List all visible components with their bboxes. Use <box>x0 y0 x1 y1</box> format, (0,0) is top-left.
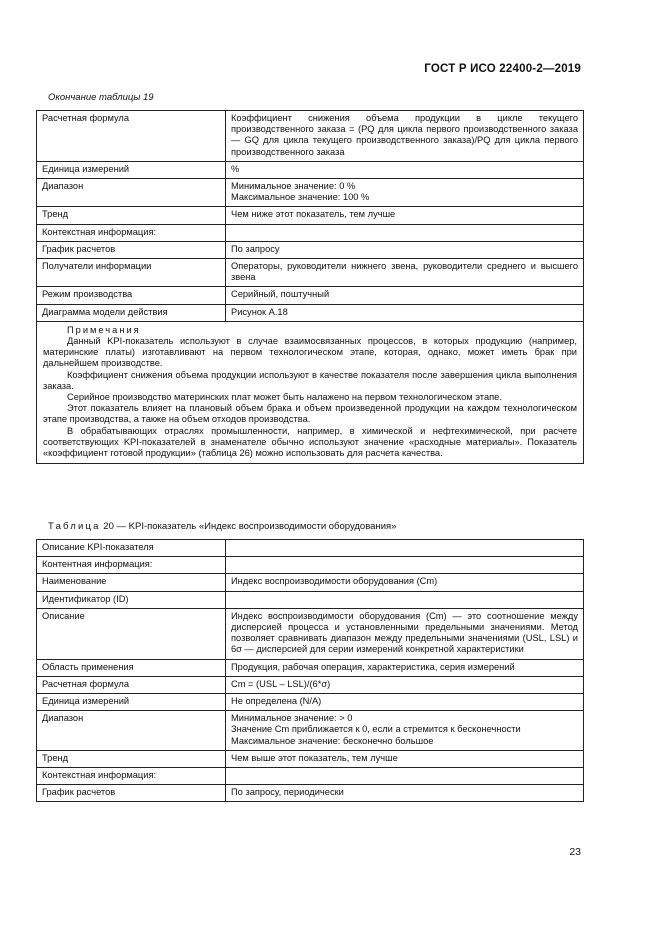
row-key: Единица измерений <box>37 161 226 178</box>
row-key: Тренд <box>37 207 226 224</box>
row-key: Режим производства <box>37 287 226 304</box>
table-row <box>37 574 584 591</box>
row-key: Единица измерений <box>37 694 226 711</box>
row-value: Индекс воспроизводимости оборудования (Cm) <box>226 574 584 591</box>
table-row <box>37 540 584 557</box>
range-note: Значение Cm приближается к 0, если a стремится к бесконечности <box>231 724 521 735</box>
table-row <box>37 711 584 751</box>
range-min: Минимальное значение: > 0 <box>231 713 353 724</box>
note-paragraph: Коэффициент снижения объема продукции используют в качестве показателя после завершения цикла выполнения заказа. <box>43 369 577 391</box>
row-value <box>226 768 584 785</box>
table-row <box>37 591 584 608</box>
row-value: % <box>226 161 584 178</box>
row-key: График расчетов <box>37 241 226 258</box>
row-key: Наименование <box>37 574 226 591</box>
row-key: Расчетная формула <box>37 676 226 693</box>
row-value: Операторы, руководители нижнего звена, руководители среднего и высшего звена <box>226 259 584 287</box>
row-key: Получатели информации <box>37 259 226 287</box>
notes-title: Примечания <box>67 324 141 335</box>
table-19 <box>36 110 584 464</box>
row-value: Чем ниже этот показатель, тем лучше <box>226 207 584 224</box>
row-key: Диапазон <box>37 711 226 751</box>
row-key: График расчетов <box>37 785 226 802</box>
table-row <box>37 241 584 258</box>
table-row <box>37 750 584 767</box>
document-standard-number: ГОСТ Р ИСО 22400-2—2019 <box>424 63 581 75</box>
table-row <box>37 259 584 287</box>
table-row <box>37 179 584 207</box>
row-value <box>226 224 584 241</box>
range-max: Максимальное значение: 100 % <box>231 192 370 203</box>
row-value: По запросу, периодически <box>226 785 584 802</box>
row-key: Описание <box>37 608 226 659</box>
note-paragraph: Данный KPI-показатель используют в случае взаимосвязанных процессов, в которых продукцию (например, материнские платы) изготавливают на первом технологическом этапе, которая, однако, может иметь брак при дальнейшем производстве. <box>43 336 577 369</box>
row-value: Cm = (USL – LSL)/(6*σ) <box>226 676 584 693</box>
table-row <box>37 161 584 178</box>
table-row <box>37 608 584 659</box>
row-value: Рисунок А.18 <box>226 304 584 321</box>
row-value: Коэффициент снижения объема продукции в цикле текущего производственного заказа = (PQ для цикла первого производственного заказа — GQ для цикла текущего производственного заказа)/PQ для цикла первого производственного заказа <box>226 111 584 162</box>
page-number: 23 <box>569 846 581 858</box>
table-row <box>37 207 584 224</box>
row-key: Диаграмма модели действия <box>37 304 226 321</box>
notes-cell <box>37 321 584 463</box>
row-value: Индекс воспроизводимости оборудования (Cm) — это соотношение между дисперсией процесса и установленными предельными значениями. Метод позволяет сравнивать диапазон между предельными значениями (USL, LSL) и 6σ — дисперсией для серии измерений конкретной характеристики <box>226 608 584 659</box>
table19-continuation-caption: Окончание таблицы 19 <box>48 92 154 103</box>
range-min: Минимальное значение: 0 % <box>231 181 356 192</box>
row-key: Область применения <box>37 659 226 676</box>
table20-caption-prefix: Таблица <box>48 521 101 532</box>
table20-caption <box>48 521 396 532</box>
table-row <box>37 694 584 711</box>
table-20 <box>36 539 584 802</box>
note-paragraph: Этот показатель влияет на плановый объем брака и объем произведенной продукции на каждом технологическом этапе производства, а также на объем отходов производства. <box>43 403 577 425</box>
row-key: Расчетная формула <box>37 111 226 162</box>
row-key: Контекстная информация: <box>37 224 226 241</box>
table20-caption-title: 20 — KPI-показатель «Индекс воспроизводимости оборудования» <box>103 521 397 532</box>
row-value: Не определена (N/A) <box>226 694 584 711</box>
row-value: Продукция, рабочая операция, характеристика, серия измерений <box>226 659 584 676</box>
range-max: Максимальное значение: бесконечно большое <box>231 735 434 746</box>
row-key: Диапазон <box>37 179 226 207</box>
row-value <box>226 179 584 207</box>
note-paragraph: В обрабатывающих отраслях промышленности, например, в химической и нефтехимической, при расчете соответствующих KPI-показателей в знаменателе обычно используют значение «расходные материалы». Показатель «коэффициент готовой продукции» (таблица 26) можно использовать для расчета качества. <box>43 425 577 459</box>
row-value <box>226 711 584 751</box>
row-key: Тренд <box>37 750 226 767</box>
table-row <box>37 111 584 162</box>
row-value <box>226 591 584 608</box>
table-row <box>37 287 584 304</box>
row-key: Контекстная информация: <box>37 768 226 785</box>
row-value <box>226 557 584 574</box>
table-row <box>37 785 584 802</box>
row-value <box>226 540 584 557</box>
row-key: Описание KPI-показателя <box>37 540 226 557</box>
note-paragraph: Серийное производство материнских плат может быть налажено на первом технологическом этапе. <box>67 392 502 403</box>
table-row <box>37 768 584 785</box>
table-row <box>37 557 584 574</box>
notes-row <box>37 321 584 463</box>
table-row <box>37 304 584 321</box>
table-row <box>37 224 584 241</box>
row-key: Идентификатор (ID) <box>37 591 226 608</box>
table-row <box>37 659 584 676</box>
table-row <box>37 676 584 693</box>
row-value: Серийный, поштучный <box>226 287 584 304</box>
row-value: Чем выше этот показатель, тем лучше <box>226 750 584 767</box>
row-key: Контентная информация: <box>37 557 226 574</box>
row-value: По запросу <box>226 241 584 258</box>
